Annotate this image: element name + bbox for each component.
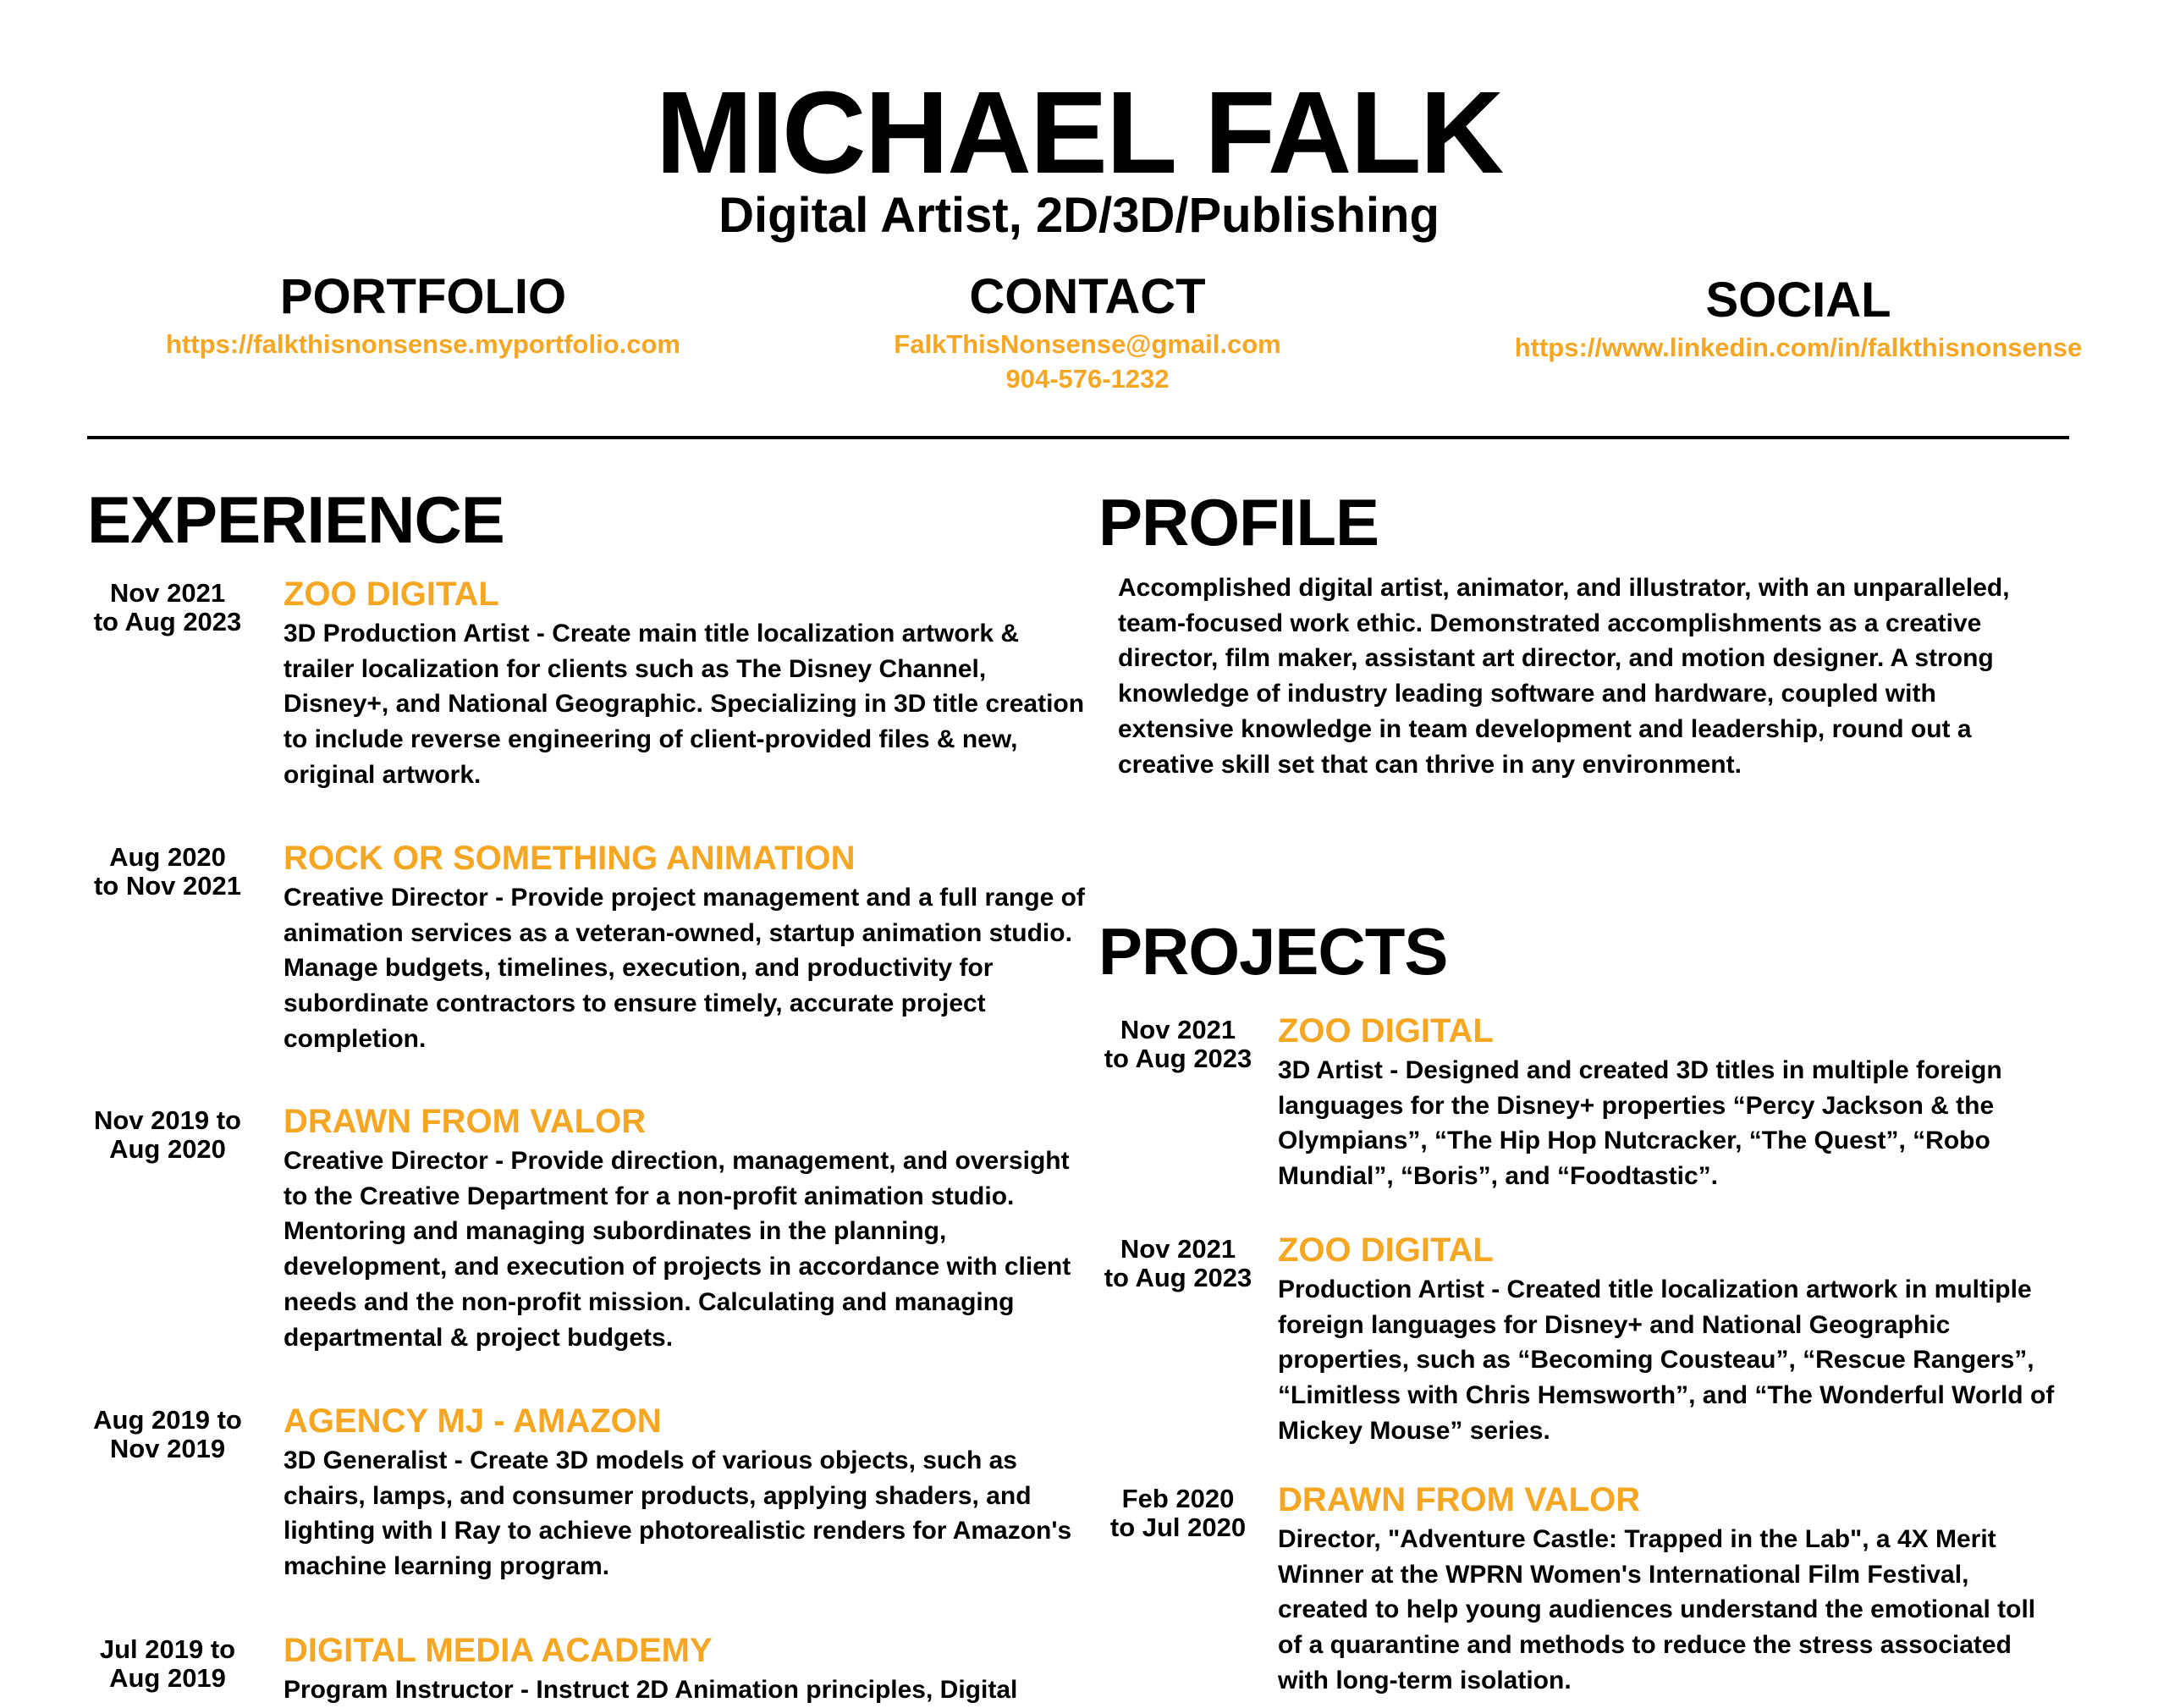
header-divider	[87, 436, 2069, 439]
profile-text: Accomplished digital artist, animator, and illustrator, with an unparalleled, team-focused work ethic. Demonstrated accomplishments as a creative director, film maker, assistant art director, and motion designer. A strong knowledge of industry leading software and hardware, coupled with extensive knowledge in team development and leadership, round out a creative skill set that can thrive in any environment.	[1118, 574, 2010, 779]
social-block	[1477, 273, 2120, 365]
contact-heading: CONTACT	[969, 269, 1206, 324]
entry-description: Creative Director - Provide direction, management, and oversight to the Creative Department for a non-profit animation studio. Mentoring and managing subordinates in the planning, development, and execution of projects in accordance with client needs and the non-profit mission. Calculating and managing departmental & project budgets.	[284, 1147, 1071, 1352]
entry-company: ZOO DIGITAL	[1278, 1012, 1494, 1050]
entry-date: Nov 2021 to Aug 2023	[1104, 1015, 1252, 1073]
entry-date: Jul 2019 to Aug 2019	[99, 1634, 236, 1693]
portfolio-heading: PORTFOLIO	[279, 269, 567, 324]
candidate-name: MICHAEL FALK	[655, 68, 1503, 198]
entry-description: Director, "Adventure Castle: Trapped in the Lab", a 4X Merit Winner at the WPRN Women's International Film Festival, created to help young audiences understand the emotional toll of a quarantine and methods to reduce the stress associated with long-term isolation.	[1278, 1525, 2036, 1694]
entry-company: ZOO DIGITAL	[284, 576, 499, 613]
contact-block	[766, 269, 1409, 396]
entry-description: 3D Artist - Designed and created 3D titles in multiple foreign languages for the Disney+ properties “Percy Jackson & the Olympians”, “The Hip Hop Nutcracker, “The Quest”, “Robo Mundial”, “Boris”, and “Foodtastic”.	[1278, 1056, 2002, 1191]
entry-date: Aug 2020 to Nov 2021	[93, 842, 241, 901]
candidate-subtitle: Digital Artist, 2D/3D/Publishing	[718, 188, 1440, 243]
entry-company: DRAWN FROM VALOR	[1278, 1481, 1641, 1518]
social-heading: SOCIAL	[1705, 273, 1891, 328]
entry-date: Aug 2019 to Nov 2019	[93, 1405, 242, 1463]
entry-description: Program Instructor - Instruct 2D Animation principles, Digital	[284, 1676, 1018, 1704]
entry-company: DIGITAL MEDIA ACADEMY	[284, 1632, 713, 1669]
entry-company: AGENCY MJ - AMAZON	[284, 1402, 662, 1440]
portfolio-link[interactable]: https://falkthisnonsense.myportfolio.com	[166, 329, 680, 359]
linkedin-link[interactable]: https://www.linkedin.com/in/falkthisnonsense	[1514, 333, 2083, 362]
entry-description: Production Artist - Created title localization artwork in multiple foreign languages for Disney+ and National Geographic properties, such as “Becoming Cousteau”, “Rescue Rangers”, “Limitless with Chris Hemsworth”, and “The Wonderful World of Mickey Mouse” series.	[1278, 1275, 2055, 1445]
entry-company: ZOO DIGITAL	[1278, 1231, 1494, 1269]
entry-description: Creative Director - Provide project management and a full range of animation services as a veteran-owned, startup animation studio. Manage budgets, timelines, execution, and productivity for subordinate contractors to ensure timely, accurate project completion.	[284, 884, 1085, 1053]
entry-company: ROCK OR SOMETHING ANIMATION	[284, 840, 856, 877]
entry-date: Nov 2019 to Aug 2020	[93, 1105, 241, 1164]
entry-company: DRAWN FROM VALOR	[284, 1103, 647, 1140]
projects-heading: PROJECTS	[1098, 914, 1448, 989]
entry-description: 3D Production Artist - Create main title localization artwork & trailer localization for clients such as The Disney Channel, Disney+, and National Geographic. Specializing in 3D title creation to include reverse engineering of client-provided files & new, original artwork.	[284, 620, 1085, 789]
entry-date: Feb 2020 to Jul 2020	[1109, 1484, 1247, 1542]
entry-date: Nov 2021 to Aug 2023	[93, 578, 242, 636]
profile-heading: PROFILE	[1098, 485, 1379, 559]
entry-date: Nov 2021 to Aug 2023	[1104, 1234, 1252, 1292]
email-link[interactable]: FalkThisNonsense@gmail.com	[894, 329, 1281, 359]
portfolio-block	[102, 269, 745, 361]
entry-description: 3D Generalist - Create 3D models of various objects, such as chairs, lamps, and consumer products, applying shaders, and lighting with I Ray to achieve photorealistic renders for Amazon's machine learning program.	[284, 1446, 1072, 1581]
experience-heading: EXPERIENCE	[87, 482, 504, 557]
phone-link[interactable]: 904-576-1232	[1005, 364, 1170, 394]
